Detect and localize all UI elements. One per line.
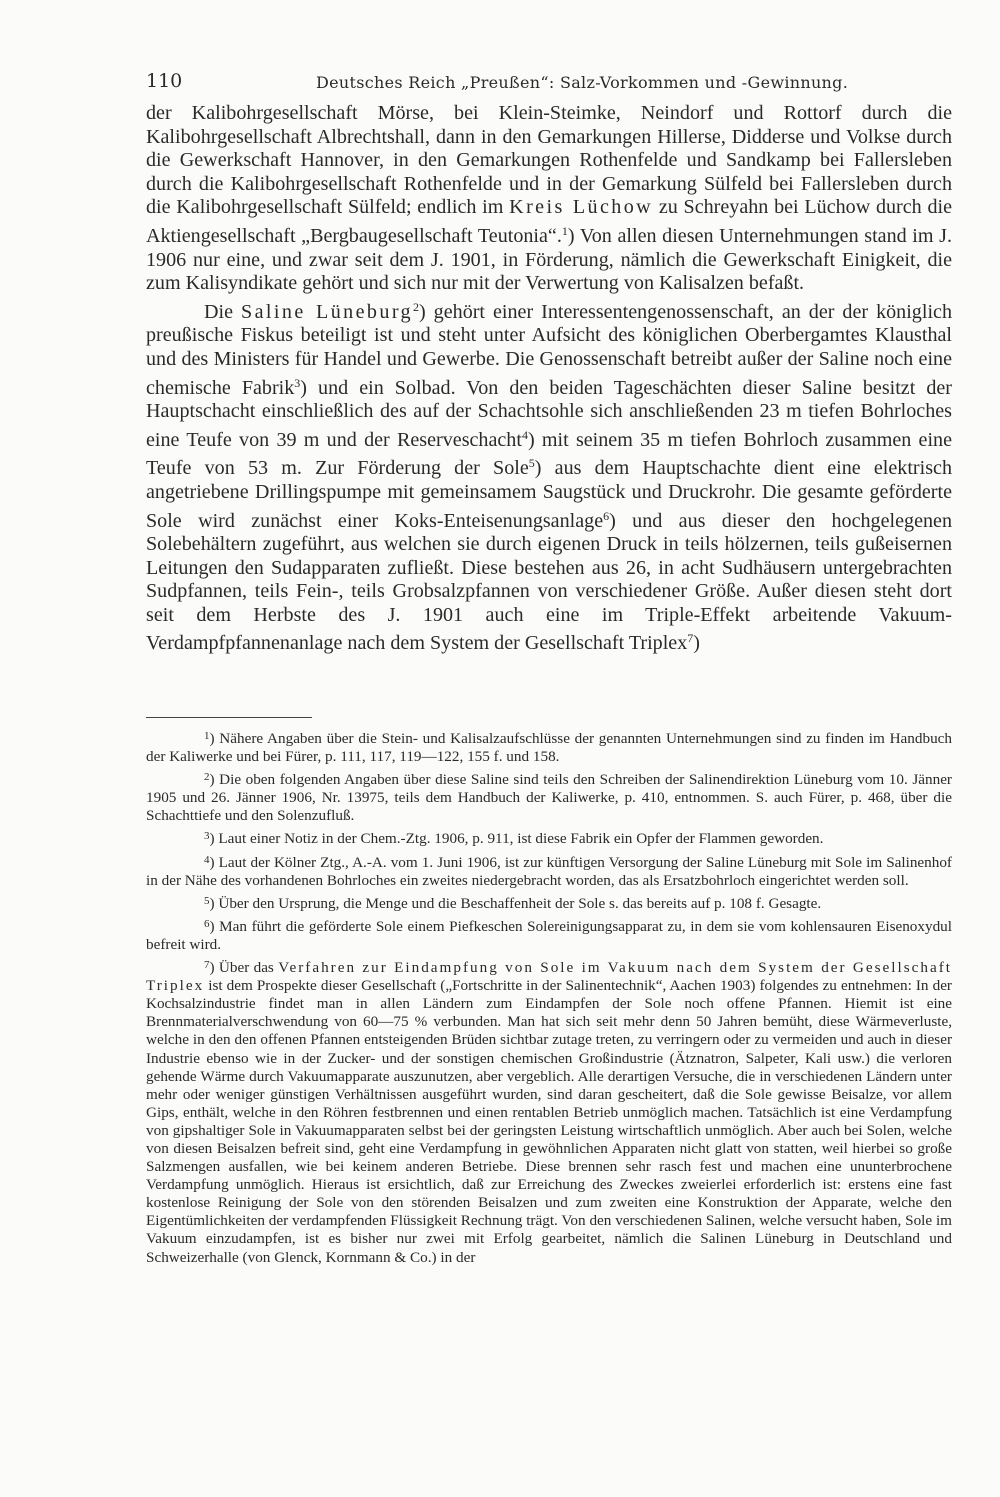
footnotes (146, 727, 952, 1267)
page-header (146, 70, 946, 94)
emphasis-spaced: Saline Lüneburg (241, 300, 413, 323)
footnote-ref-7: 7 (687, 631, 694, 646)
footnote-4: $^4$) Laut der Kölner Ztg., A.-A. vom 1. Juni 1906, ist zur künftigen Versorgung der Saline Lüneburg mit Sole im Salinenhof in der Nähe des vorhandenen Bohrloches ein zweites niedergebracht worden, das als Ersatzbohrloch eingerichtet werden soll. (146, 853, 952, 889)
footnote-7: $^7$) Über das Verfahren zur Eindampfung von Sole im Vakuum nach dem System der Gesellschaft Triplex ist dem Prospekte dieser Gesellschaft („Fortschritte in der Salinentechnik“, Aachen 1903) folgendes zu entnehmen: In der Kochsalzindustrie findet man in allen Ländern zum Eindampfen der Sole noch offene Pfannen. Hiemit ist eine Brennmaterialverschwendung von 60—75 % verbunden. Man hat sich seit mehr denn 50 Jahren bemüht, diese Wärmeverluste, welche in den den offenen Pfannen entsteigenden Brüden sichtbar zutage treten, zu verringern oder zu vermeiden und auch in dieser Industrie ebenso wie in der Zucker- und der sonstigen chemischen Großindustrie (Ätznatron, Salpeter, Kali usw.) die verloren gehende Wärme durch Vakuumapparate auszunutzen, aber vergeblich. Alle derartigen Versuche, die in verschiedenen Ländern unter mehr oder weniger günstigen Verhältnissen ausgeführt wurden, sind daran gescheitert, daß die Sole gewisse Beisalze, vor allem Gips, enthält, welche in den Röhren festbrennen und einen rentablen Betrieb unmöglich machen. Tatsächlich ist eine Verdampfung von gipshaltiger Sole in Vakuumapparaten selbst bei der geringsten Leistung wirtschaftlich unmöglich. Aber auch bei Solen, welche von diesen Beisalzen befreit sind, geht eine Verdampfung in gewöhnlichen Apparaten nicht glatt von statten, weil hierbei so große Salzmengen ausfallen, wie bei keinem anderen Betriebe. Diese brennen sehr rasch fest und machen eine ununterbrochene Verdampfung unmöglich. Hieraus ist ersichtlich, daß zur Erreichung des Zweckes zweierlei erforderlich ist: erstens eine fast kostenlose Reinigung der Sole von den störenden Beisalzen und zum zweiten eine Konstruktion der Apparate, welche den Eigentümlichkeiten der verdampfenden Flüssigkeit Rechnung trägt. Von den verschiedenen Salinen, welche versucht haben, Sole im Vakuum einzudampfen, ist es bisher nur zwei mit Erfolg gearbeitet, nämlich die Salinen Lüneburg in Deutschland und Schweizerhalle (von Glenck, Kornmann & Co.) in der (146, 959, 952, 1266)
footnote-1: $^1$) Nähere Angaben über die Stein- und Kalisalzaufschlüsse der genannten Unternehmungen sind zu finden im Handbuch der Kaliwerke und bei Fürer, p. 111, 117, 119—122, 155 f. und 158. (146, 730, 952, 766)
footnote-6: $^6$) Man führt die geförderte Sole einem Piefkeschen Solereinigungsapparat zu, in dem sie vom kohlensauren Eisenoxydul befreit wird. (146, 917, 952, 953)
running-title: Deutsches Reich „Preußen“: Salz-Vorkommen und -Gewinnung. (316, 73, 849, 92)
footnote-ref-6: 6 (603, 508, 610, 523)
main-text (146, 102, 952, 656)
paragraph-2: Die Saline Lüneburg$^2$) gehört einer Interessentengenossenschaft, an der der königlich preußische Fiskus beteiligt ist und steht unter Aufsicht des königlichen Oberbergamtes Klausthal und des Ministers für Handel und Gewerbe. Die Genossenschaft betreibt außer der Saline noch eine chemische Fabrik$^3$) und ein Solbad. Von den beiden Tageschächten dieser Saline besitzt der Hauptschacht einschließlich des auf der Schachtsohle sich anschließenden 23 m tiefen Bohrloches eine Teufe von 39 m und der Reserveschacht$^4$) mit seinem 35 m tiefen Bohrloch zusammen eine Teufe von 53 m. Zur Förderung der Sole$^5$) aus dem Hauptschachte dient eine elektrisch angetriebene Drillingspumpe mit gemeinsamem Saugstück und Druckrohr. Die gesamte geförderte Sole wird zunächst einer Koks-Enteisenungsanlage$^6$) und aus dieser den hochgelegenen Solebehältern zugeführt, aus welchen sie durch eigenen Druck in teils hölzernen, teils gußeisernen Leitungen den Sudapparaten zufließt. Diese bestehen aus 26, in acht Sudhäusern untergebrachten Sudpfannen, teils Fein-, teils Grobsalzpfannen von verschiedener Größe. Außer diesen steht dort seit dem Herbste des J. 1901 auch eine im Triple-Effekt arbeitende Vakuum-Verdampfpfannenanlage nach dem System der Gesellschaft Triplex$^7$) (146, 299, 953, 655)
footnote-ref-1: 1 (561, 223, 568, 238)
footnote-separator (146, 717, 312, 718)
footnote-ref-2: 2 (413, 299, 419, 314)
footnote-3: $^3$) Laut einer Notiz in der Chem.-Ztg. 1906, p. 911, ist diese Fabrik ein Opfer der Flammen geworden. (204, 830, 824, 848)
footnote-ref-3: 3 (294, 375, 301, 390)
page-number: 110 (146, 70, 183, 92)
footnote-5: $^5$) Über den Ursprung, die Menge und die Beschaffenheit der Sole s. das bereits auf p. 108 f. Gesagte. (204, 894, 822, 912)
footnote-2: $^2$) Die oben folgenden Angaben über diese Saline sind teils den Schreiben der Salinendirektion Lüneburg vom 10. Jänner 1905 und 26. Jänner 1906, Nr. 13975, teils dem Handbuch der Kaliwerke, p. 410, entnommen. S. auch Fürer, p. 468, über die Schachttiefe und den Solenzufluß. (146, 771, 952, 825)
footnote-ref-5: 5 (528, 456, 535, 471)
footnote-ref-4: 4 (521, 427, 528, 442)
emphasis-spaced: Verfahren zur Eindampfung von Sole im Vakuum nach dem System der Gesellschaft Triplex (146, 959, 952, 995)
emphasis-spaced: Kreis Lüchow (509, 196, 654, 219)
paragraph-1: der Kalibohrgesellschaft Mörse, bei Klein-Steimke, Neindorf und Rottorf durch die Kalibohrgesellschaft Albrechtshall, dann in den Gemarkungen Hillerse, Didderse und Volkse durch die Gewerkschaft Hannover, in den Gemarkungen Rothenfelde und Sandkamp bei Fallersleben durch die Kalibohrgesellschaft Rothenfelde und in der Gemarkung Sülfeld bei Fallersleben durch die Kalibohrgesellschaft Sülfeld; endlich im Kreis Lüchow zu Schreyahn bei Lüchow durch die Aktiengesellschaft „Bergbaugesellschaft Teutonia“.$^1$) Von allen diesen Unternehmungen stand im J. 1906 nur eine, und zwar seit dem J. 1901, in Förderung, nämlich die Gewerkschaft Einigkeit, die zum Kalisyndikate gehört und sich nur mit der Verwertung von Kalisalzen befaßt. (146, 102, 952, 295)
